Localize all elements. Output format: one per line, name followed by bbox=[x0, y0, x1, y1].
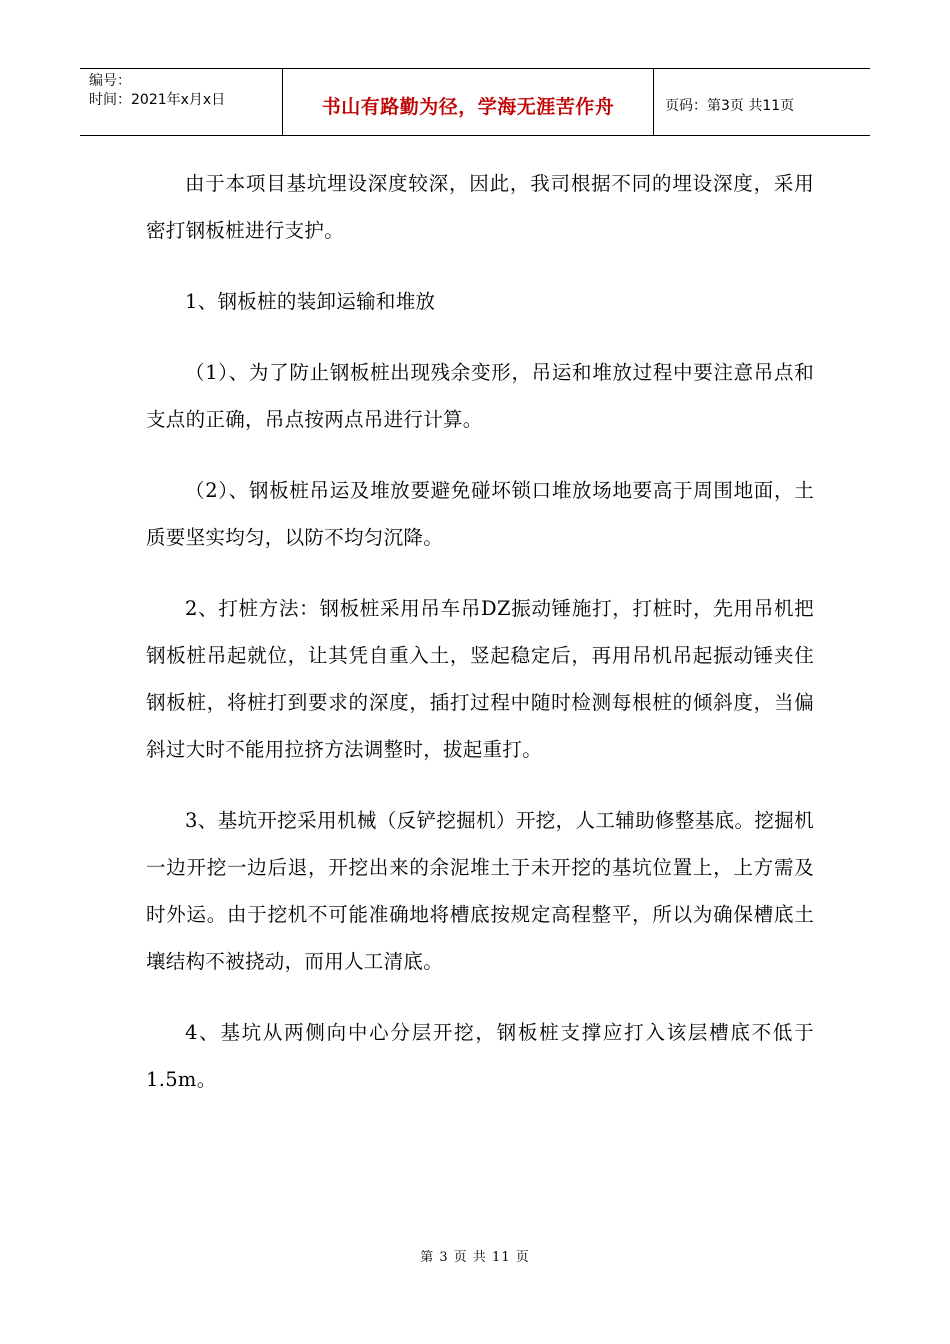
paragraph-layered-excavation: 4、基坑从两侧向中心分层开挖，钢板桩支撑应打入该层槽底不低于1.5m。 bbox=[146, 1021, 814, 1091]
paragraph-piling-method: 2、打桩方法：钢板桩采用吊车吊DZ振动锤施打，打桩时，先用吊机把钢板桩吊起就位，让其凭自重入土，竖起稳定后，再用吊机吊起振动锤夹住钢板桩，将桩打到要求的深度，插打过程中随时检测每根桩的倾斜度，当偏斜过大时不能用拉挤方法调整时，拔起重打。 bbox=[146, 597, 814, 761]
header-motto-cell bbox=[282, 69, 654, 135]
header-page-label: 页码：第3页 共11页 bbox=[665, 98, 795, 114]
document-header bbox=[80, 68, 870, 136]
paragraph-excavation: 3、基坑开挖采用机械（反铲挖掘机）开挖，人工辅助修整基底。挖掘机一边开挖一边后退，开挖出来的余泥堆土于未开挖的基坑位置上，上方需及时外运。由于挖机不可能准确地将槽底按规定高程整平，所以为确保槽底土壤结构不被挠动，而用人工清底。 bbox=[146, 809, 814, 973]
page-footer: 第 3 页 共 11 页 bbox=[420, 1250, 530, 1265]
document-time-label: 时间：2021年x月x日 bbox=[89, 92, 226, 108]
paragraph-item-1: （1）、为了防止钢板桩出现残余变形，吊运和堆放过程中要注意吊点和支点的正确，吊点按两点吊进行计算。 bbox=[146, 361, 814, 431]
document-number-label: 编号： bbox=[89, 73, 131, 89]
paragraph-intro: 由于本项目基坑埋设深度较深，因此，我司根据不同的埋设深度，采用密打钢板桩进行支护。 bbox=[146, 172, 814, 242]
paragraph-item-2: （2）、钢板桩吊运及堆放要避免碰坏锁口堆放场地要高于周围地面，土质要坚实均匀，以防不均匀沉降。 bbox=[146, 479, 814, 549]
document-body bbox=[146, 160, 814, 1103]
header-info-cell bbox=[80, 69, 282, 135]
section-heading-transport: 1、钢板桩的装卸运输和堆放 bbox=[185, 290, 436, 313]
header-motto: 书山有路勤为径，学海无涯苦作舟 bbox=[321, 95, 615, 118]
header-page-cell bbox=[654, 69, 870, 135]
